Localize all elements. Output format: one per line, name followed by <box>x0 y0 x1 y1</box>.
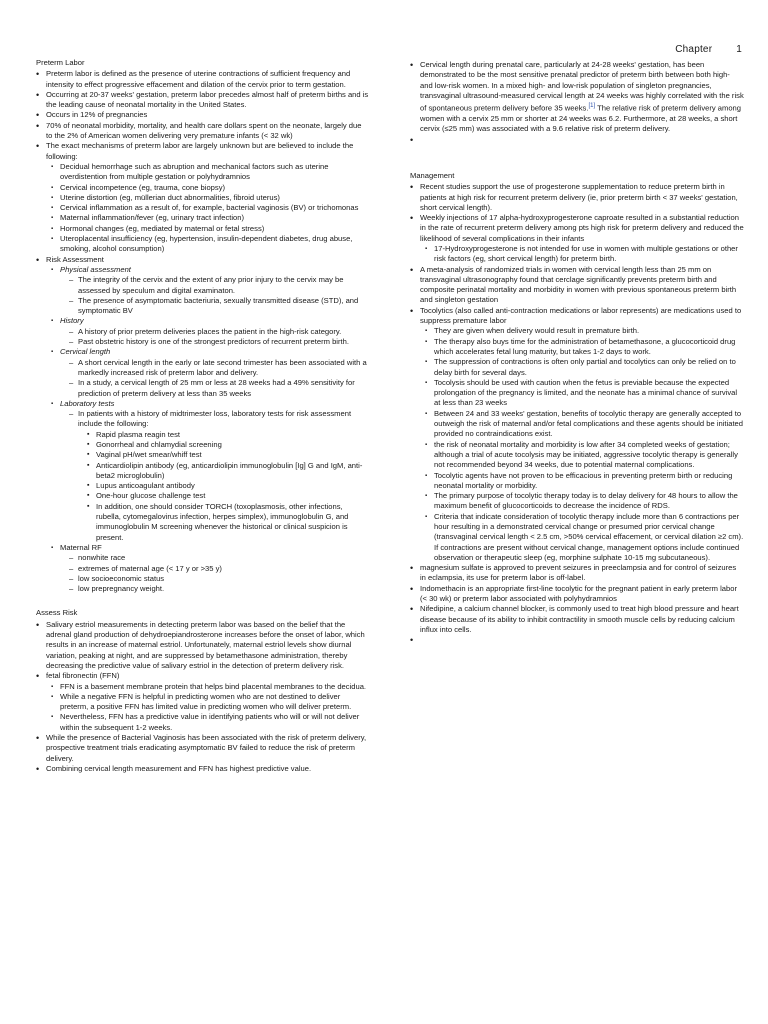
management-list <box>410 182 744 645</box>
list-item: • Occurs in 12% of pregnancies <box>36 110 369 120</box>
list-item <box>36 255 369 595</box>
maternal-rf-label: Maternal RF <box>60 542 102 552</box>
list-item: – Past obstetric history is one of the strongest predictors of recurrent preterm birth. <box>68 337 369 347</box>
list-item: • magnesium sulfate is approved to prevent seizures in preeclampsia and for control of seizures in eclampsia, its use for preterm labor is off-label. <box>410 563 744 584</box>
list-item: ▪ Lupus anticoagulant antibody <box>86 481 369 491</box>
assess-risk-list <box>36 620 369 774</box>
list-item: – The presence of asymptomatic bacteriuria, sexually transmitted disease (STD), and symptomatic BV <box>68 296 369 317</box>
list-item <box>50 265 369 316</box>
list-item: ▪ In addition, one should consider TORCH (toxoplasmosis, other infections, rubella, cytomegalovirus infection, herpes simplex), immunoglobulin G, and immunoglobulin M screening whenever the historical or clinical suspicion is present. <box>86 502 369 543</box>
list-item: • A meta-analysis of randomized trials in women with cervical length less than 25 mm on transvaginal ultrasonography found that cerclage significantly prevents preterm birth and composite perinatal mortality and morbidity in women with previous spontaneous preterm birth and singleton gestation <box>410 265 744 306</box>
lab-intro: In patients with a history of midtrimester loss, laboratory tests for risk assessment include the following: <box>78 409 352 429</box>
mechanisms-list <box>50 162 369 255</box>
risk-assessment-list <box>50 265 369 595</box>
cervical-length-text-cont: The relative risk of preterm delivery among women with a cervix 25 mm or shorter at 24 weeks was 6.2. Furthermore, at 28 weeks, a short cervix (≤25 mm) was associated with a 9.6 relative risk of preterm delivery. <box>420 103 741 134</box>
lab-tests-list <box>86 430 369 543</box>
list-item: ▪ Anticardiolipin antibody (eg, anticardiolipin immunoglobulin [Ig] G and IgM, anti-beta2 microglobulin) <box>86 461 369 482</box>
laboratory-tests-label: Laboratory tests <box>60 398 115 408</box>
list-item: – In a study, a cervical length of 25 mm or less at 28 weeks had a 49% sensitivity for prediction of preterm delivery at less than 35 weeks <box>68 378 369 399</box>
list-item: – extremes of maternal age (< 17 y or >35 y) <box>68 564 369 574</box>
page-number: 1 <box>736 44 742 55</box>
cervical-length-label: Cervical length <box>60 347 111 357</box>
cervical-length-list <box>410 60 744 145</box>
list-item: • Preterm labor is defined as the presence of uterine contractions of sufficient frequency and intensity to effect progressive effacement and dilation of the cervix prior to term gestation. <box>36 69 369 90</box>
physical-list <box>68 275 369 316</box>
risk-assessment-label: Risk Assessment <box>46 254 104 264</box>
list-item <box>410 306 744 563</box>
history-label: History <box>60 316 84 326</box>
list-item <box>410 60 744 135</box>
physical-assessment-label: Physical assessment <box>60 264 131 274</box>
list-item: ▪ Decidual hemorrhage such as abruption and mechanical factors such as uterine overdistention from multiple gestation or polyhydramnios <box>50 162 369 183</box>
list-item <box>50 316 369 347</box>
list-item: • Nifedipine, a calcium channel blocker, is commonly used to treat high blood pressure and heart disease because of its ability to inhibit contractility in smooth muscle cells by reducing calcium influx into cells. <box>410 604 744 635</box>
intro-list <box>36 69 369 594</box>
page-header <box>675 44 742 55</box>
maternal-list <box>68 553 369 594</box>
tocolytics-text: Tocolytics (also called anti-contraction medications or labor represents) are medications used to suppress premature labor <box>420 305 742 326</box>
cervical-list <box>68 358 369 399</box>
list-item: ▪ the risk of neonatal mortality and morbidity is low after 34 completed weeks of gestation; although a trial of acute tocolysis may be initiated, aggressive tocolytic therapy is generally not recommended beyond 34 weeks, due to potential maternal complications. <box>424 440 744 471</box>
list-item: ▪ The suppression of contractions is often only partial and tocolytics can only be relied on to delay birth for several days. <box>424 357 744 378</box>
empty-list-item <box>410 135 744 145</box>
list-item: ▪ Maternal inflammation/fever (eg, urinary tract infection) <box>50 213 369 223</box>
list-item: ▪ Vaginal pH/wet smear/whiff test <box>86 450 369 460</box>
list-item: ▪ One-hour glucose challenge test <box>86 491 369 501</box>
list-item: • 70% of neonatal morbidity, mortality, and health care dollars spent on the neonate, largely due to the 2% of American women delivering very premature infants (< 32 wk) <box>36 121 369 142</box>
list-item: • While the presence of Bacterial Vaginosis has been associated with the risk of preterm delivery, prospective treatment trials eradicating asymptomatic BV failed to reduce the risk of preterm delivery. <box>36 733 369 764</box>
list-item: ▪ FFN is a basement membrane protein that helps bind placental membranes to the decidua. <box>50 682 369 692</box>
list-item: • Combining cervical length measurement and FFN has highest predictive value. <box>36 764 369 774</box>
left-column <box>36 58 369 774</box>
list-item: • Occurring at 20-37 weeks' gestation, preterm labor precedes almost half of preterm births and is the leading cause of neonatal mortality in the United States. <box>36 90 369 111</box>
list-item: – nonwhite race <box>68 553 369 563</box>
list-item: ▪ Nevertheless, FFN has a predictive value in identifying patients who will or will not deliver within the subsequent 1-2 weeks. <box>50 712 369 733</box>
history-list <box>68 327 369 348</box>
list-item: ▪ They are given when delivery would result in premature birth. <box>424 326 744 336</box>
list-item: – A short cervical length in the early or late second trimester has been associated with a markedly increased risk of preterm labor and delivery. <box>68 358 369 379</box>
list-item <box>50 347 369 398</box>
list-item <box>68 409 369 543</box>
section-title-management: Management <box>410 170 455 180</box>
section-title-assess-risk: Assess Risk <box>36 608 78 618</box>
list-item: ▪ Hormonal changes (eg, mediated by maternal or fetal stress) <box>50 224 369 234</box>
list-item: • Recent studies support the use of progesterone supplementation to reduce preterm birth in patients at high risk for recurrent preterm delivery (ie, prior preterm birth < 37 weeks' gestation, short cervical length). <box>410 182 744 213</box>
list-item: ▪ Tocolysis should be used with caution when the fetus is previable because the expected prolongation of the pregnancy is limited, and the neonate has a minimal chance of survival at less than 23 weeks <box>424 378 744 409</box>
list-item: ▪ Cervical inflammation as a result of, for example, bacterial vaginosis (BV) or trichomonas <box>50 203 369 213</box>
list-item <box>50 399 369 543</box>
list-item: ▪ Rapid plasma reagin test <box>86 430 369 440</box>
list-item: – low prepregnancy weight. <box>68 584 369 594</box>
list-item: ▪ Criteria that indicate consideration of tocolytic therapy include more than 6 contractions per hour resulting in a demonstrated cervical change or presumed prior cervical change (transvaginal cervical length < 2.5 cm, >50% cervical effacement, or cervical dilation ≥2 cm). If contractions are present without cervical change, management options include continued observation or therapeutic sleep (eg, morphine sulphate 10-15 mg subcutaneous). <box>424 512 744 563</box>
list-item: – A history of prior preterm deliveries places the patient in the high-risk category. <box>68 327 369 337</box>
mechanisms-intro: The exact mechanisms of preterm labor are largely unknown but are believed to include the following: <box>46 141 354 161</box>
list-item: ▪ While a negative FFN is helpful in predicting women who are not destined to deliver preterm, a positive FFN has limited value in predicting women who will deliver preterm. <box>50 692 369 713</box>
weekly-sub-list <box>424 244 744 265</box>
tocolytics-list <box>424 326 744 563</box>
lab-list <box>68 409 369 543</box>
list-item: ▪ The primary purpose of tocolytic therapy today is to delay delivery for 48 hours to allow the maximum benefit of glucocorticoids to decrease the incidence of RDS. <box>424 491 744 512</box>
list-item: ▪ Cervical incompetence (eg, trauma, cone biopsy) <box>50 183 369 193</box>
citation-link[interactable]: [1] <box>588 103 596 110</box>
weekly-injections-text: Weekly injections of 17 alpha-hydroxyprogesterone caproate resulted in a substantial reduction in the rate of recurrent preterm delivery among pts high risk for preterm delivery and reduced the likelihood of several complications in their infants <box>420 213 744 243</box>
list-item: ▪ Between 24 and 33 weeks' gestation, benefits of tocolytic therapy are generally accepted to outweigh the risk of maternal and/or fetal complications and these agents should be initiated provided no contraindications exist. <box>424 409 744 440</box>
chapter-label: Chapter <box>675 44 713 55</box>
list-item: ▪ Gonorrheal and chlamydial screening <box>86 440 369 450</box>
right-column <box>410 60 744 646</box>
list-item: ▪ Uteroplacental insufficiency (eg, hypertension, insulin-dependent diabetes, drug abuse, smoking, alcohol consumption) <box>50 234 369 255</box>
list-item <box>36 141 369 254</box>
list-item <box>50 543 369 594</box>
list-item: ▪ The therapy also buys time for the administration of betamethasone, a glucocorticoid drug which accelerates fetal lung maturity, but takes 1-2 days to work. <box>424 337 744 358</box>
list-item: • Salivary estriol measurements in detecting preterm labor was based on the belief that the adrenal gland production of dehydroepiandrosterone increases before the onset of labor, which results in an increase of maternal estriol. Unfortunately, maternal estriol levels show diurnal variation, peaking at night, and are suppressed by betamethasone administration, thereby decreasing the predictive value of salivary estriol in the detection of preterm delivery risk. <box>36 620 369 671</box>
list-item: • Indomethacin is an appropriate first-line tocolytic for the pregnant patient in early preterm labor (< 30 wk) or preterm labor associated with polyhydramnios <box>410 584 744 605</box>
ffn-label: fetal fibronectin (FFN) <box>46 671 120 681</box>
list-item: – The integrity of the cervix and the extent of any prior injury to the cervix may be assessed by speculum and digital examinaton. <box>68 275 369 296</box>
list-item: ▪ Tocolytic agents have not proven to be efficacious in preventing preterm birth or reducing neonatal mortality or morbidity. <box>424 471 744 492</box>
ffn-list <box>50 682 369 733</box>
list-item: ▪ Uterine distortion (eg, müllerian duct abnormalities, fibroid uterus) <box>50 193 369 203</box>
list-item <box>410 213 744 264</box>
list-item: – low socioeconomic status <box>68 574 369 584</box>
section-title-preterm-labor: Preterm Labor <box>36 58 85 67</box>
list-item: ▪ 17-Hydroxyprogesterone is not intended for use in women with multiple gestations or other risk factors (eg, short cervical length) for preterm birth. <box>424 244 744 265</box>
list-item <box>36 671 369 733</box>
empty-list-item <box>410 635 744 645</box>
cervical-length-text: Cervical length during prenatal care, particularly at 24-28 weeks' gestation, has been demonstrated to be the most sensitive prenatal predictor of preterm birth between both high- and low-risk women. In a mixed high- and low-risk population of singleton pregnancies, transvaginal ultrasound-measured cervical length at 24 weeks was highly correlated with the risk of spontaneous preterm delivery before 35 weeks. <box>420 60 744 113</box>
